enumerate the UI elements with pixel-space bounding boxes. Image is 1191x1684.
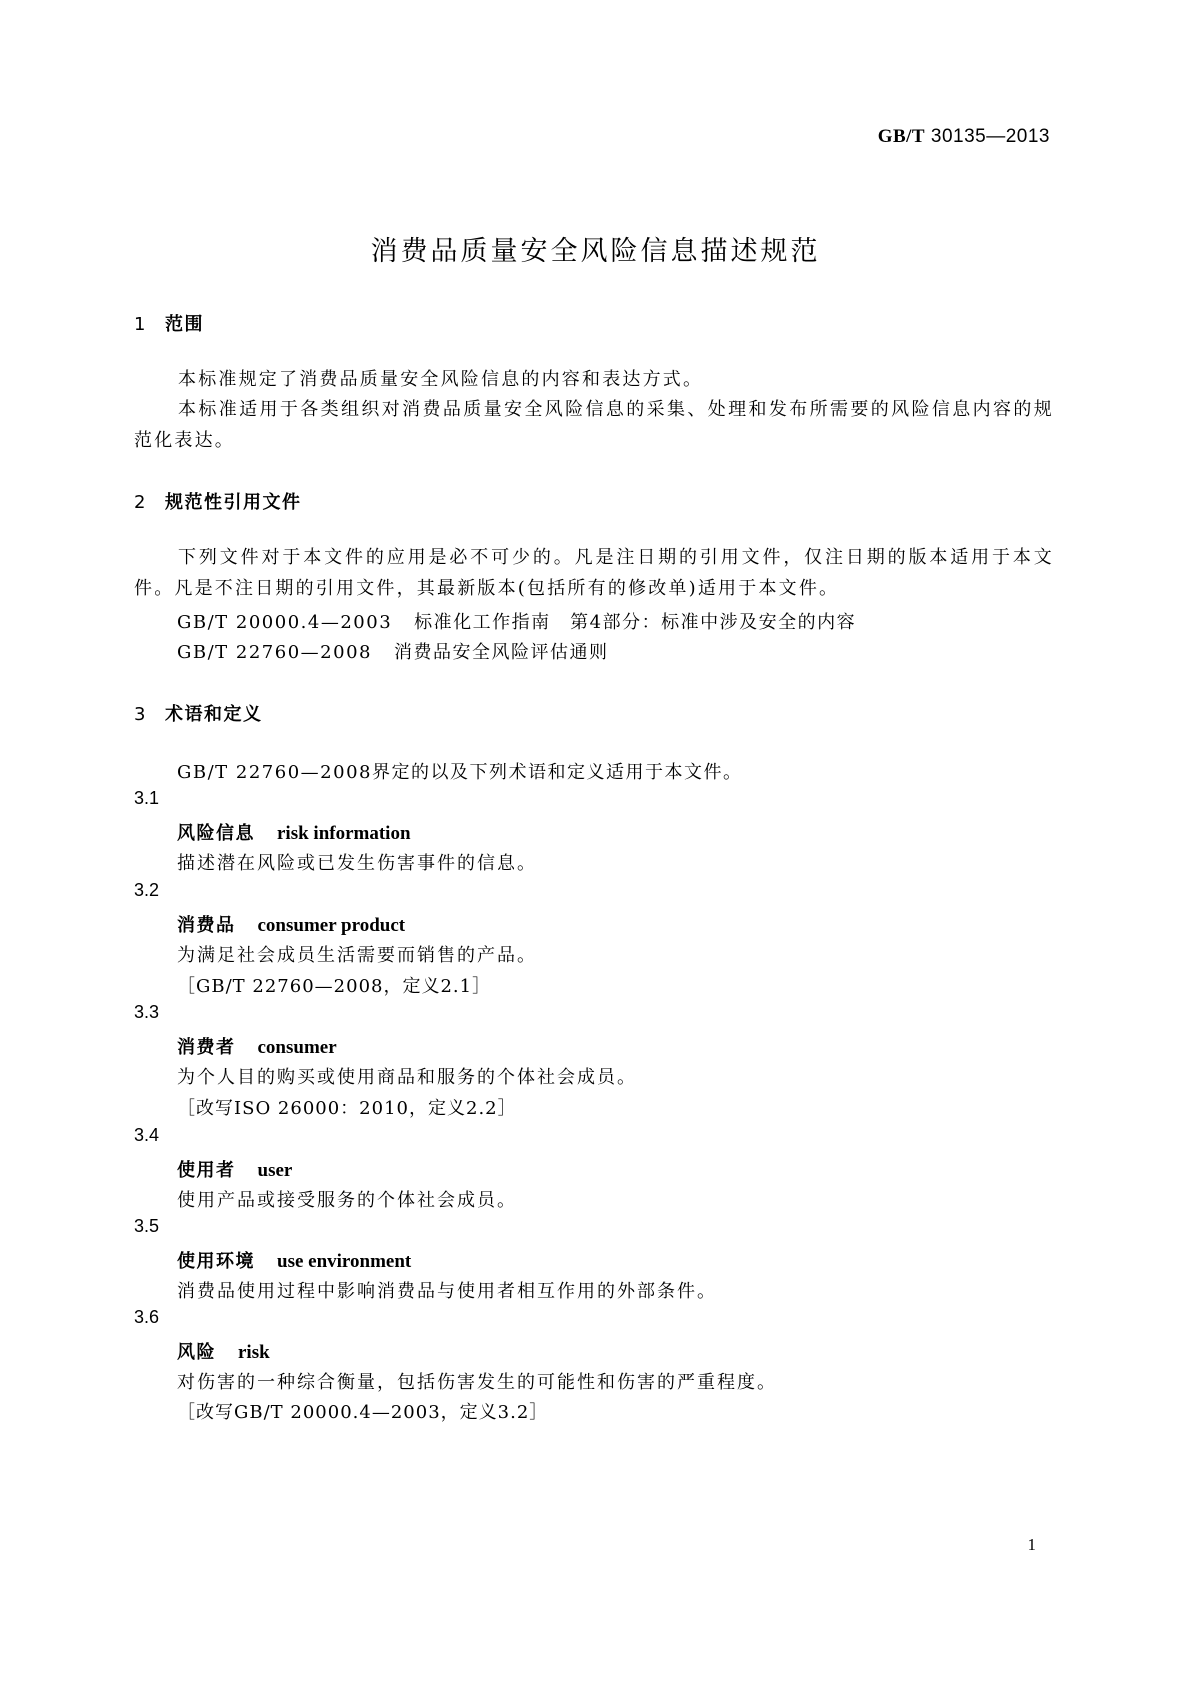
term-heading	[177, 911, 405, 937]
term-english: user	[257, 1160, 293, 1181]
term-english: consumer	[257, 1037, 337, 1058]
reference-item	[177, 638, 608, 664]
term-english: risk information	[277, 823, 411, 844]
term-heading	[177, 1156, 292, 1182]
section-heading-scope	[134, 310, 204, 336]
standard-code	[878, 126, 1050, 148]
term-source-note: ［改写ISO 26000：2010，定义2.2］	[177, 1098, 517, 1119]
term-chinese: 风险	[177, 1342, 216, 1363]
document-title: 消费品质量安全风险信息描述规范	[370, 236, 821, 267]
reference-code: GB/T 20000.4—2003	[177, 612, 393, 633]
term-number: 3.4	[134, 1125, 160, 1145]
section-number: 1	[134, 314, 147, 335]
scope-paragraph-2: 本标准适用于各类组织对消费品质量安全风险信息的采集、处理和发布所需要的风险信息内容的规范化表达。	[134, 399, 1054, 451]
term-heading	[177, 1338, 270, 1364]
term-definition: 消费品使用过程中影响消费品与使用者相互作用的外部条件。	[177, 1281, 717, 1302]
term-chinese: 使用环境	[177, 1251, 255, 1272]
term-definition: 对伤害的一种综合衡量，包括伤害发生的可能性和伤害的严重程度。	[177, 1372, 777, 1393]
section-heading-normative-references	[134, 488, 302, 514]
term-heading	[177, 1033, 337, 1059]
term-definition: 为个人目的购买或使用商品和服务的个体社会成员。	[177, 1067, 637, 1088]
term-chinese: 风险信息	[177, 823, 255, 844]
term-english: use environment	[277, 1251, 412, 1272]
reference-title: 标准化工作指南 第4部分：标准中涉及安全的内容	[414, 612, 857, 633]
term-heading	[177, 819, 411, 845]
standard-code-number: 30135—2013	[930, 126, 1050, 147]
section-title: 规范性引用文件	[165, 492, 302, 513]
term-definition: 描述潜在风险或已发生伤害事件的信息。	[177, 853, 537, 874]
term-definition: 使用产品或接受服务的个体社会成员。	[177, 1190, 517, 1211]
section-number: 3	[134, 704, 147, 725]
reference-item	[177, 608, 856, 634]
section-heading-terms	[134, 700, 263, 726]
terms-intro: GB/T 22760—2008界定的以及下列术语和定义适用于本文件。	[177, 762, 743, 783]
section-number: 2	[134, 492, 147, 513]
scope-paragraph-1: 本标准规定了消费品质量安全风险信息的内容和表达方式。	[178, 369, 704, 390]
standard-code-prefix: GB/T	[877, 126, 926, 147]
term-english: consumer product	[257, 915, 406, 936]
reference-title: 消费品安全风险评估通则	[393, 642, 609, 663]
reference-code: GB/T 22760—2008	[177, 642, 372, 663]
term-number: 3.2	[134, 880, 160, 900]
term-number: 3.1	[134, 788, 160, 808]
term-english: risk	[238, 1342, 270, 1363]
section-title: 术语和定义	[165, 704, 263, 725]
term-chinese: 消费品	[177, 915, 236, 936]
term-heading	[177, 1247, 411, 1273]
term-number: 3.3	[134, 1002, 160, 1022]
term-chinese: 消费者	[177, 1037, 236, 1058]
references-paragraph: 下列文件对于本文件的应用是必不可少的。凡是注日期的引用文件，仅注日期的版本适用于本文件。凡是不注日期的引用文件，其最新版本(包括所有的修改单)适用于本文件。	[134, 547, 1054, 599]
section-title: 范围	[165, 314, 204, 335]
term-definition: 为满足社会成员生活需要而销售的产品。	[177, 945, 537, 966]
term-number: 3.5	[134, 1216, 160, 1236]
term-source-note: ［GB/T 22760—2008，定义2.1］	[177, 976, 492, 997]
page-number: 1	[1027, 1535, 1036, 1554]
term-chinese: 使用者	[177, 1160, 236, 1181]
term-source-note: ［改写GB/T 20000.4—2003，定义3.2］	[177, 1402, 549, 1423]
term-number: 3.6	[134, 1307, 160, 1327]
